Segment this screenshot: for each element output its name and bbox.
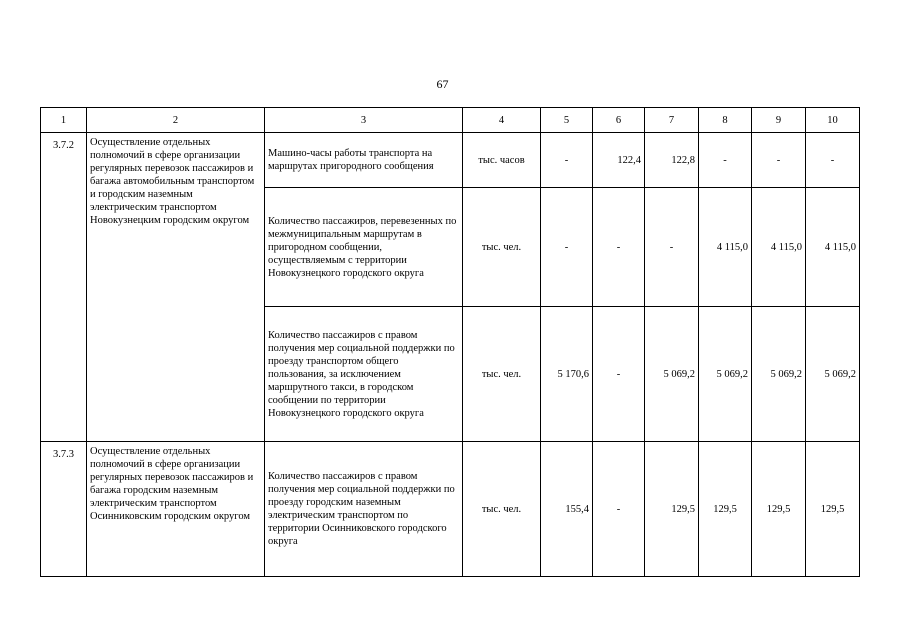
header-row — [41, 108, 860, 133]
value-cell: 5 170,6 — [541, 307, 593, 442]
value-cell: - — [593, 188, 645, 307]
value-cell: 5 069,2 — [645, 307, 699, 442]
value-cell: 129,5 — [806, 442, 860, 577]
indicator-cell: Количество пассажиров, перевезенных по межмуниципальным маршрутам в пригородном сообщении, осуществляемым с территории Новокузнецкого городского округа — [265, 188, 463, 307]
value-cell: 155,4 — [541, 442, 593, 577]
page-number: 67 — [436, 77, 449, 91]
value-cell: - — [699, 133, 752, 188]
column-header: 6 — [593, 108, 645, 133]
value-cell: 4 115,0 — [752, 188, 806, 307]
column-header: 8 — [699, 108, 752, 133]
value-cell: - — [806, 133, 860, 188]
column-header: 5 — [541, 108, 593, 133]
value-cell: 129,5 — [699, 442, 752, 577]
column-header: 1 — [41, 108, 87, 133]
indicators-table — [40, 107, 860, 577]
unit-cell: тыс. чел. — [463, 307, 541, 442]
table-row — [41, 442, 860, 577]
indicator-cell: Количество пассажиров с правом получения мер социальной поддержки по проезду городским наземным электрическим транспортом по территории Осинниковского городского округа — [265, 442, 463, 577]
value-cell: - — [593, 307, 645, 442]
value-cell: - — [593, 442, 645, 577]
table-row — [41, 133, 860, 188]
value-cell: 129,5 — [752, 442, 806, 577]
section-code: 3.7.3 — [41, 442, 87, 577]
section-code: 3.7.2 — [41, 133, 87, 442]
indicator-cell: Машино-часы работы транспорта на маршрутах пригородного сообщения — [265, 133, 463, 188]
column-header: 4 — [463, 108, 541, 133]
value-cell: - — [541, 188, 593, 307]
value-cell: 5 069,2 — [806, 307, 860, 442]
value-cell: 5 069,2 — [752, 307, 806, 442]
section-name: Осуществление отдельных полномочий в сфере организации регулярных перевозок пассажиров и багажа автомобильным транспортом и городским наземным электрическим транспортом Новокузнецким городским округом — [87, 133, 265, 442]
value-cell: 122,8 — [645, 133, 699, 188]
column-header: 3 — [265, 108, 463, 133]
value-cell: 122,4 — [593, 133, 645, 188]
column-header: 7 — [645, 108, 699, 133]
value-cell: 4 115,0 — [806, 188, 860, 307]
unit-cell: тыс. чел. — [463, 442, 541, 577]
indicator-cell: Количество пассажиров с правом получения мер социальной поддержки по проезду транспортом общего пользования, за исключением маршрутного такси, в городском сообщении по территории Новокузнецкого городского округа — [265, 307, 463, 442]
value-cell: 4 115,0 — [699, 188, 752, 307]
column-header: 9 — [752, 108, 806, 133]
value-cell: - — [645, 188, 699, 307]
section-name: Осуществление отдельных полномочий в сфере организации регулярных перевозок пассажиров и багажа городским наземным электрическим транспортом Осинниковским городским округом — [87, 442, 265, 577]
unit-cell: тыс. чел. — [463, 188, 541, 307]
unit-cell: тыс. часов — [463, 133, 541, 188]
column-header: 2 — [87, 108, 265, 133]
column-header: 10 — [806, 108, 860, 133]
value-cell: - — [541, 133, 593, 188]
value-cell: 5 069,2 — [699, 307, 752, 442]
value-cell: - — [752, 133, 806, 188]
value-cell: 129,5 — [645, 442, 699, 577]
